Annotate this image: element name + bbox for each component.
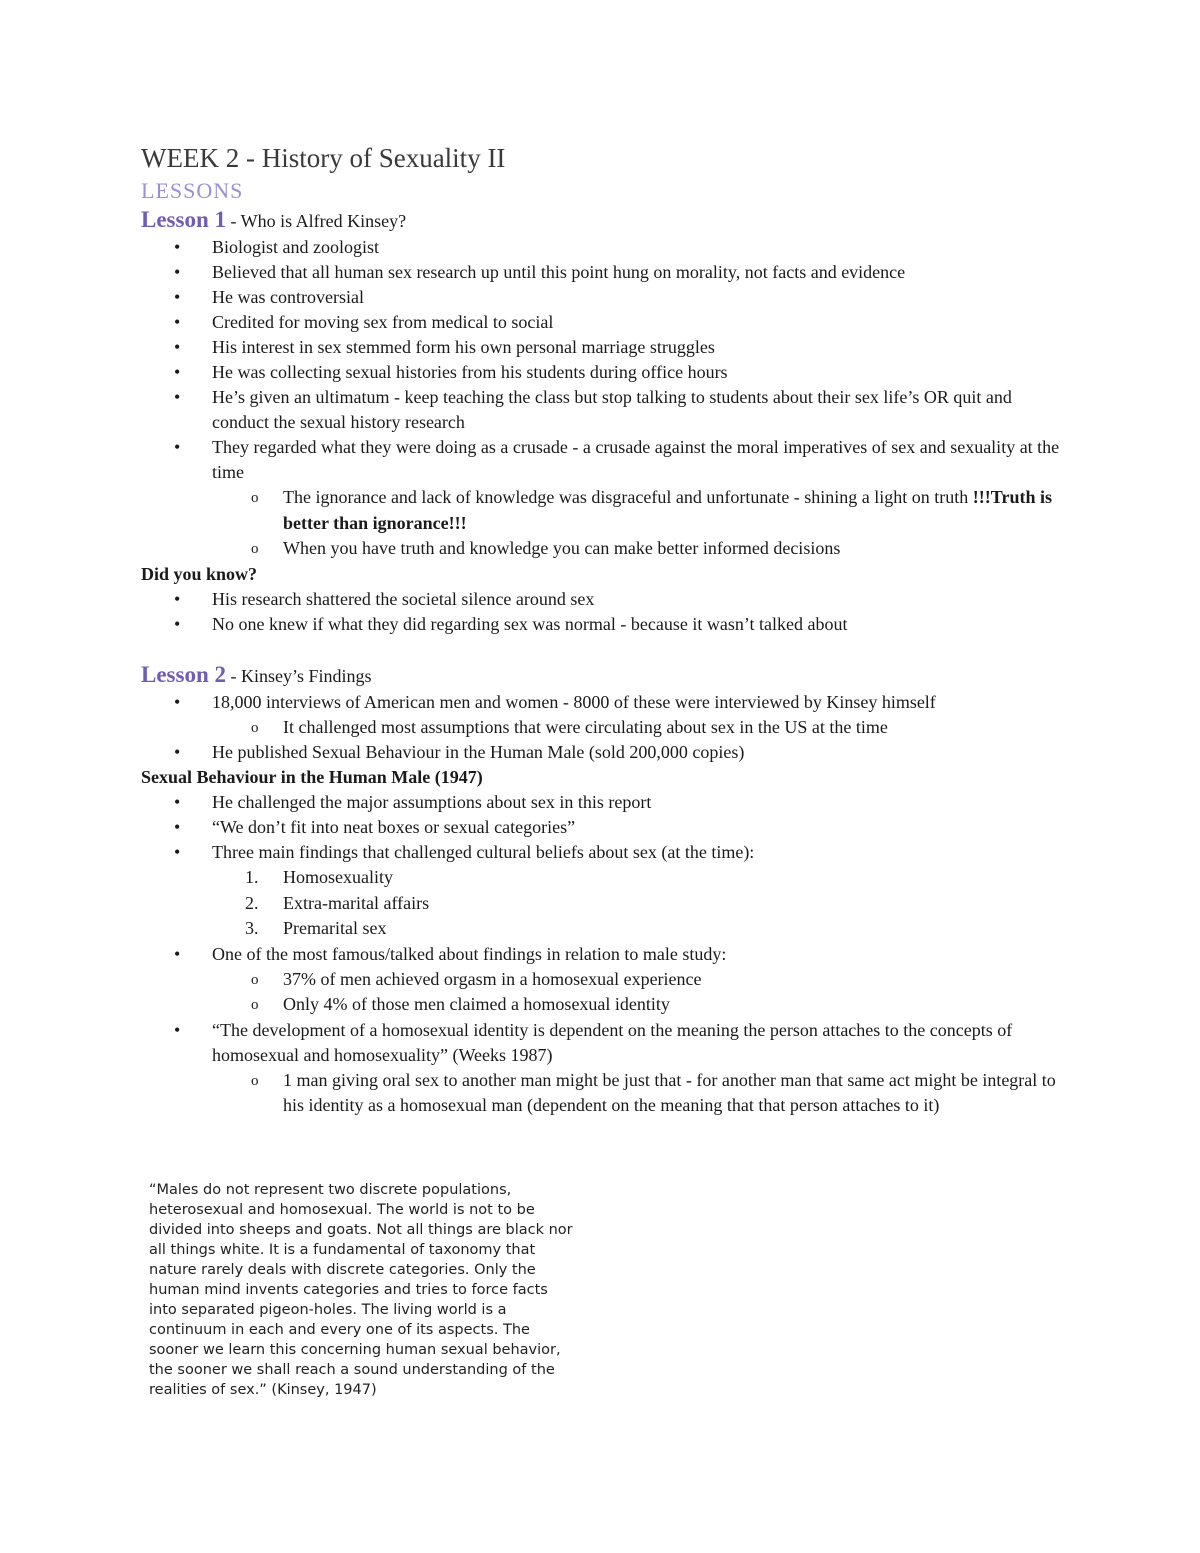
item-number: 3. — [245, 918, 259, 938]
list-item — [141, 840, 1071, 942]
list-item: • Biologist and zoologist — [141, 235, 1071, 260]
item-number: 2. — [245, 892, 259, 913]
sub-list-item — [141, 485, 1071, 536]
report-heading: Sexual Behaviour in the Human Male (1947) — [141, 767, 483, 787]
lesson-1-topic: - Who is Alfred Kinsey? — [226, 211, 407, 231]
list-item: • His interest in sex stemmed form his own personal marriage struggles — [141, 335, 1071, 360]
item-number: 1. — [245, 867, 259, 887]
list-item-text: “The development of a homosexual identity is dependent on the meaning the person attaches to the concepts of homosexual and homosexuality” (Weeks 1987) — [212, 1019, 1013, 1065]
item-text: Extra-marital affairs — [283, 892, 430, 913]
item-text: Homosexuality — [283, 867, 393, 887]
did-you-know-heading: Did you know? — [141, 563, 258, 584]
lesson-1-heading — [141, 206, 1071, 235]
list-item: • He was collecting sexual histories from his students during office hours — [141, 360, 1071, 385]
list-item-text: One of the most famous/talked about findings in relation to male study: — [212, 943, 727, 964]
sub-list-item: o 1 man giving oral sex to another man might be just that - for another man that same act might be integral to his identity as a homosexual man (dependent on the meaning that that person attaches to it) — [141, 1068, 1071, 1119]
interviews-sublist — [141, 715, 1071, 741]
sub-list-item: o Only 4% of those men claimed a homosexual identity — [141, 992, 1071, 1018]
document-body — [141, 140, 1071, 1119]
report-bullets — [141, 790, 1071, 1119]
findings-numbered-list — [141, 865, 1071, 942]
lesson-1-label: Lesson 1 — [141, 207, 226, 232]
lesson-2-label: Lesson 2 — [141, 661, 226, 687]
lesson-2-bullets — [141, 690, 1071, 766]
list-item: • His research shattered the societal silence around sex — [141, 587, 1071, 612]
item-text: Premarital sex — [283, 918, 387, 938]
sub-list-item: o It challenged most assumptions that were circulating about sex in the US at the time — [141, 715, 1071, 741]
page-title: WEEK 2 - History of Sexuality II — [141, 143, 506, 173]
list-item: • He published Sexual Behaviour in the Human Male (sold 200,000 copies) — [141, 740, 1071, 765]
lesson-2-topic: - Kinsey’s Findings — [226, 665, 372, 686]
list-item — [141, 690, 1071, 741]
list-item — [141, 1018, 1071, 1119]
list-item: • Credited for moving sex from medical to social — [141, 310, 1071, 335]
lessons-heading: LESSONS — [141, 178, 244, 203]
list-item: • He’s given an ultimatum - keep teaching the class but stop talking to students about their sex life’s OR quit and conduct the sexual history research — [141, 385, 1071, 435]
crusade-sublist — [141, 485, 1071, 562]
list-item: • No one knew if what they did regarding sex was normal - because it wasn’t talked about — [141, 612, 1071, 637]
sub-list-item: o 37% of men achieved orgasm in a homosexual experience — [141, 967, 1071, 993]
list-item-text: They regarded what they were doing as a crusade - a crusade against the moral imperatives of sex and sexuality at the time — [212, 437, 1060, 482]
kinsey-quote-image: “Males do not represent two discrete populations, heterosexual and homosexual. The world is not to be divided into sheeps and goats. Not all things are black nor all things white. It is a fundamental of taxonomy that nature rarely deals with discrete categories. Only the human mind invents categories and tries to force facts into separated pigeon-holes. The living world is a continuum in each and every one of its aspects. The sooner we learn this concerning human sexual behavior, the sooner we shall reach a sound understanding of the realities of sex.” (Kinsey, 1947) — [149, 1182, 573, 1398]
lesson-1-bullets — [141, 235, 1071, 562]
list-item-text: Three main findings that challenged cultural beliefs about sex (at the time): — [212, 842, 755, 862]
sub-list-item-text: The ignorance and lack of knowledge was disgraceful and unfortunate - shining a light on truth — [283, 487, 973, 507]
list-item: • Believed that all human sex research up until this point hung on morality, not facts and evidence — [141, 260, 1071, 285]
lesson-2-heading — [141, 661, 1071, 690]
did-you-know-bullets — [141, 587, 1071, 637]
list-item-text: 18,000 interviews of American men and women - 8000 of these were interviewed by Kinsey himself — [212, 691, 936, 712]
famous-findings-sublist — [141, 967, 1071, 1018]
list-item: • “We don’t fit into neat boxes or sexual categories” — [141, 815, 1071, 840]
numbered-item — [141, 891, 1071, 917]
list-item — [141, 435, 1071, 562]
list-item — [141, 942, 1071, 1018]
list-item: • He was controversial — [141, 285, 1071, 310]
emphasis-text: !!!Truth is better than ignorance!!! — [283, 487, 1052, 533]
numbered-item — [141, 916, 1071, 942]
numbered-item — [141, 865, 1071, 891]
weeks-sublist — [141, 1068, 1071, 1119]
list-item: • He challenged the major assumptions about sex in this report — [141, 790, 1071, 815]
sub-list-item: o When you have truth and knowledge you can make better informed decisions — [141, 536, 1071, 562]
